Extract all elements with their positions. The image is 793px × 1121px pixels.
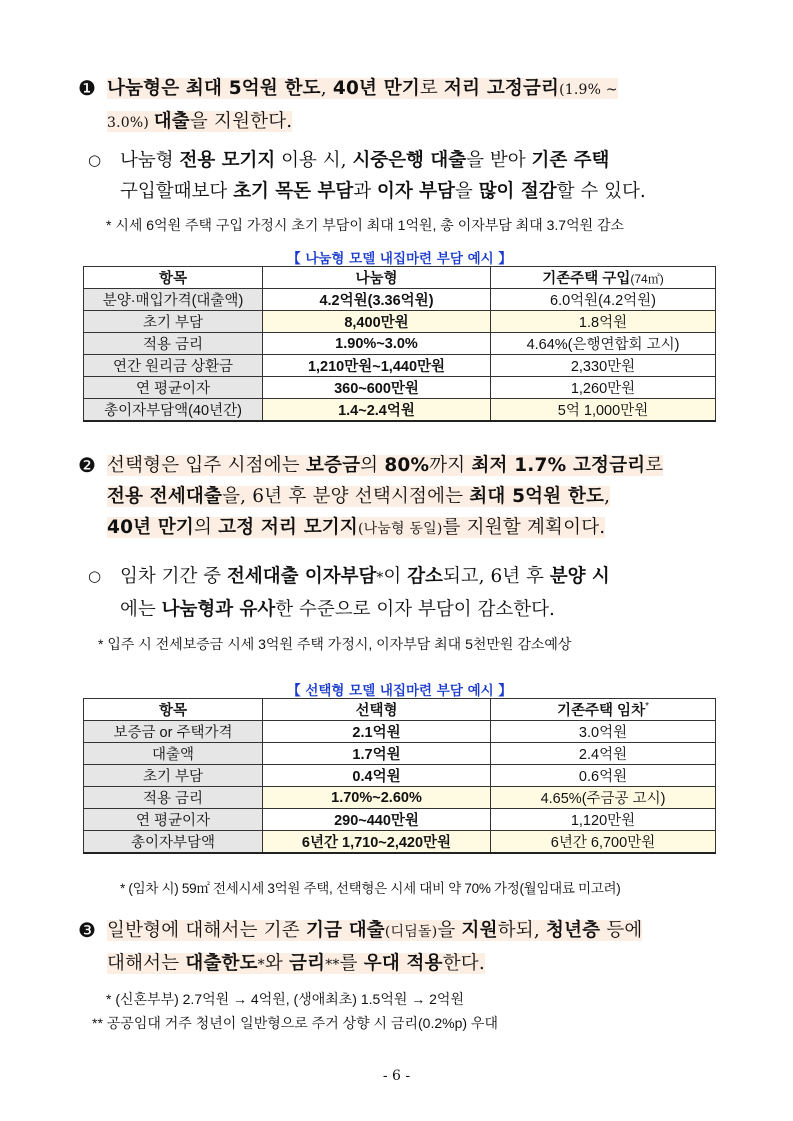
text-segment: (나눔형 동일) xyxy=(357,521,443,537)
text-line xyxy=(107,450,720,481)
text-line xyxy=(88,561,720,594)
text-segment: 을, 6년 후 분양 선택시점에는 xyxy=(222,486,470,507)
column-header xyxy=(263,699,491,721)
row-label: 보증금 or 주택가격 xyxy=(84,721,263,743)
column-header xyxy=(491,267,716,289)
value-new-model: 2.1억원 xyxy=(263,721,491,743)
column-header xyxy=(84,267,263,289)
number-marker: ❸ xyxy=(78,918,97,942)
text-segment: 을 xyxy=(437,920,462,941)
paragraph-general-type xyxy=(80,915,720,981)
bold-text: 초기 목돈 부담 xyxy=(233,181,354,202)
line-highlight xyxy=(107,455,663,476)
column-header-label: 나눔형 xyxy=(355,271,398,287)
row-label: 연 평균이자 xyxy=(84,809,263,831)
value-existing: 6년간 6,700만원 xyxy=(491,831,716,854)
text-segment: 을 받아 xyxy=(466,150,532,171)
value-new-model: 1,210만원~1,440만원 xyxy=(263,355,491,377)
text-segment: 과 xyxy=(353,181,377,202)
value-new-model: 1.90%~3.0% xyxy=(263,333,491,355)
column-header-label: 선택형 xyxy=(355,703,398,719)
bold-text: 최저 1.7% 고정금리 xyxy=(471,455,646,476)
paragraph-sharing-type xyxy=(80,73,720,139)
value-existing: 2,330만원 xyxy=(491,355,716,377)
bold-text: 40년 만기 xyxy=(332,78,420,99)
text-segment: 선택형은 입주 시점에는 xyxy=(107,455,306,476)
bold-text: 대출 xyxy=(153,111,190,132)
text-segment: (1.9% ~ xyxy=(559,82,618,98)
text-segment: 의 xyxy=(194,517,219,538)
number-marker: ❶ xyxy=(78,76,97,100)
number-marker: ❷ xyxy=(78,453,97,477)
text-segment: 를 xyxy=(339,953,364,974)
column-header-label: 기존주택 구입 xyxy=(542,271,631,287)
table-footnote-choice: * (임차 시) 59㎡ 전세시세 3억원 주택, 선택형은 시세 대비 약 70% 가정(월임대료 미고려) xyxy=(120,881,621,896)
value-new-model: 360~600만원 xyxy=(263,377,491,399)
bold-text: 보증금 xyxy=(305,455,361,476)
text-line xyxy=(107,106,720,139)
table-row xyxy=(84,831,716,854)
text-segment: (디딤돌) xyxy=(384,924,438,940)
table-title-choice: 【 선택형 모델 내집마련 부담 예시 】 xyxy=(287,683,512,699)
text-line xyxy=(107,948,720,981)
column-header xyxy=(491,699,716,721)
text-segment: 를 지원할 계획이다. xyxy=(442,517,606,538)
text-segment: 에는 xyxy=(120,599,162,620)
column-header xyxy=(84,699,263,721)
table-row xyxy=(84,765,716,787)
table-header-row xyxy=(84,699,716,721)
text-line xyxy=(88,594,720,625)
bold-text: 청년층 xyxy=(546,920,601,941)
text-line xyxy=(107,73,720,106)
table-row xyxy=(84,721,716,743)
line-highlight xyxy=(107,78,618,99)
text-line xyxy=(107,481,720,512)
value-existing: 1.8억원 xyxy=(491,311,716,333)
text-segment: 한 수준으로 이자 부담이 감소한다. xyxy=(275,599,555,620)
table-row xyxy=(84,787,716,809)
line-highlight xyxy=(107,920,642,941)
text-segment: 을 지원한다. xyxy=(189,111,293,132)
text-segment: 할 수 있다. xyxy=(556,181,646,202)
value-new-model: 0.4억원 xyxy=(263,765,491,787)
row-label: 연 평균이자 xyxy=(84,377,263,399)
row-label: 초기 부담 xyxy=(84,311,263,333)
column-header xyxy=(263,267,491,289)
text-line xyxy=(88,145,720,176)
bold-text: 나눔형과 유사 xyxy=(161,599,276,620)
value-new-model: 1.7억원 xyxy=(263,743,491,765)
value-existing: 2.4억원 xyxy=(491,743,716,765)
column-header-label: 기존주택 임차 xyxy=(557,703,646,719)
row-label: 대출액 xyxy=(84,743,263,765)
bold-text: 대출한도 xyxy=(185,953,258,974)
table-row xyxy=(84,289,716,311)
table-row xyxy=(84,333,716,355)
line-highlight xyxy=(120,150,609,171)
text-segment: 나눔형 xyxy=(120,150,180,171)
line-highlight xyxy=(107,111,292,132)
line-highlight xyxy=(120,566,610,587)
row-label: 총이자부담액 xyxy=(84,831,263,854)
text-segment: 대해서는 xyxy=(107,953,186,974)
column-header-label: 항목 xyxy=(158,703,187,719)
footnote-choice: * 입주 시 전세보증금 시세 3억원 주택 가정시, 이자부담 최대 5천만원 감소예상 xyxy=(98,636,572,652)
bold-text: 전세대출 이자부담 xyxy=(227,566,377,587)
value-existing: 1,120만원 xyxy=(491,809,716,831)
bold-text: 금리 xyxy=(289,953,326,974)
column-header-label: 항목 xyxy=(158,271,187,287)
row-label: 총이자부담액(40년간) xyxy=(84,399,263,422)
table-row xyxy=(84,355,716,377)
bullet-marker: ○ xyxy=(88,567,102,585)
bold-text: 많이 절감 xyxy=(478,181,557,202)
text-segment: 와 xyxy=(264,953,290,974)
line-highlight xyxy=(120,599,555,620)
paragraph-choice-type xyxy=(80,450,720,545)
line-highlight xyxy=(107,953,485,974)
bold-text: 40년 만기 xyxy=(107,517,194,538)
column-header-suffix: * xyxy=(645,701,649,713)
table-row xyxy=(84,377,716,399)
value-new-model: 1.70%~2.60% xyxy=(263,787,491,809)
bold-text: 기금 대출 xyxy=(305,920,385,941)
value-existing: 3.0억원 xyxy=(491,721,716,743)
value-existing: 5억 1,000만원 xyxy=(491,399,716,422)
line-highlight xyxy=(120,181,646,202)
bold-text: 지원 xyxy=(461,920,498,941)
line-highlight xyxy=(107,517,605,538)
bold-text: 저리 고정금리 xyxy=(444,78,560,99)
row-label: 분양·매입가격(대출액) xyxy=(84,289,263,311)
value-existing: 4.65%(주금공 고시) xyxy=(491,787,716,809)
bold-text: 나눔형은 최대 5억원 한도 xyxy=(107,78,321,99)
text-segment: * xyxy=(257,957,265,973)
text-line xyxy=(107,915,720,948)
text-segment: 로 xyxy=(645,455,664,476)
table-row xyxy=(84,399,716,422)
value-existing: 0.6억원 xyxy=(491,765,716,787)
value-existing: 6.0억원(4.2억원) xyxy=(491,289,716,311)
row-label: 적용 금리 xyxy=(84,787,263,809)
text-segment: 되고, 6년 후 xyxy=(442,566,550,587)
footnote-general-1: * (신혼부부) 2.7억원 → 4억원, (생애최초) 1.5억원 → 2억원 xyxy=(106,991,464,1007)
bold-text: 최대 5억원 한도 xyxy=(469,486,605,507)
text-segment: , xyxy=(604,486,611,507)
table-row xyxy=(84,311,716,333)
sharing-cost-table xyxy=(83,266,716,422)
text-segment: , xyxy=(320,78,333,99)
text-segment: 등에 xyxy=(600,920,643,941)
bold-text: 80% xyxy=(384,455,430,476)
value-existing: 4.64%(은행연합회 고시) xyxy=(491,333,716,355)
text-segment: 로 xyxy=(419,78,445,99)
value-new-model: 4.2억원(3.36억원) xyxy=(263,289,491,311)
value-existing: 1,260만원 xyxy=(491,377,716,399)
bold-text: 고정 저리 모기지 xyxy=(218,517,358,538)
row-label: 초기 부담 xyxy=(84,765,263,787)
value-new-model: 290~440만원 xyxy=(263,809,491,831)
text-segment: 한다. xyxy=(442,953,485,974)
choice-cost-table xyxy=(83,698,716,854)
text-segment: 3.0%) xyxy=(107,115,154,131)
value-new-model: 8,400만원 xyxy=(263,311,491,333)
bold-text: 분양 시 xyxy=(549,566,610,587)
bold-text: 우대 적용 xyxy=(363,953,443,974)
bold-text: 시중은행 대출 xyxy=(352,150,467,171)
bullet-choice-rent xyxy=(88,561,720,625)
text-segment: 일반형에 대해서는 기존 xyxy=(107,920,306,941)
bold-text: 이자 부담 xyxy=(376,181,455,202)
row-label: 연간 원리금 상환금 xyxy=(84,355,263,377)
text-segment: 까지 xyxy=(429,455,472,476)
bullet-sharing-mortgage xyxy=(88,145,720,207)
text-segment: 하되, xyxy=(497,920,547,941)
table-title-sharing: 【 나눔형 모델 내집마련 부담 예시 】 xyxy=(287,251,512,267)
table-row xyxy=(84,743,716,765)
line-highlight xyxy=(107,486,610,507)
bold-text: 전용 전세대출 xyxy=(107,486,223,507)
text-segment: * xyxy=(376,570,384,586)
text-segment: 이용 시, xyxy=(275,150,353,171)
table-row xyxy=(84,809,716,831)
bold-text: 전용 모기지 xyxy=(179,150,276,171)
value-new-model: 1.4~2.4억원 xyxy=(263,399,491,422)
bullet-marker: ○ xyxy=(88,151,102,169)
bold-text: 기존 주택 xyxy=(531,150,610,171)
text-segment: 구입할때보다 xyxy=(120,181,234,202)
text-segment: 임차 기간 중 xyxy=(120,566,227,587)
text-segment: 을 xyxy=(454,181,479,202)
text-segment: 이 xyxy=(383,566,408,587)
text-segment: ** xyxy=(325,957,340,973)
text-segment: 의 xyxy=(360,455,385,476)
row-label: 적용 금리 xyxy=(84,333,263,355)
bold-text: 감소 xyxy=(407,566,443,587)
text-line xyxy=(88,176,720,207)
text-line xyxy=(107,512,720,545)
column-header-suffix: (74㎡) xyxy=(630,272,664,286)
table-header-row xyxy=(84,267,716,289)
value-new-model: 6년간 1,710~2,420만원 xyxy=(263,831,491,854)
page-number: - 6 - xyxy=(382,1068,411,1084)
footnote-general-2: ** 공공임대 거주 청년이 일반형으로 주거 상향 시 금리(0.2%p) 우대 xyxy=(92,1015,498,1031)
footnote-sharing: * 시세 6억원 주택 구입 가정시 초기 부담이 최대 1억원, 총 이자부담 최대 3.7억원 감소 xyxy=(106,217,625,233)
